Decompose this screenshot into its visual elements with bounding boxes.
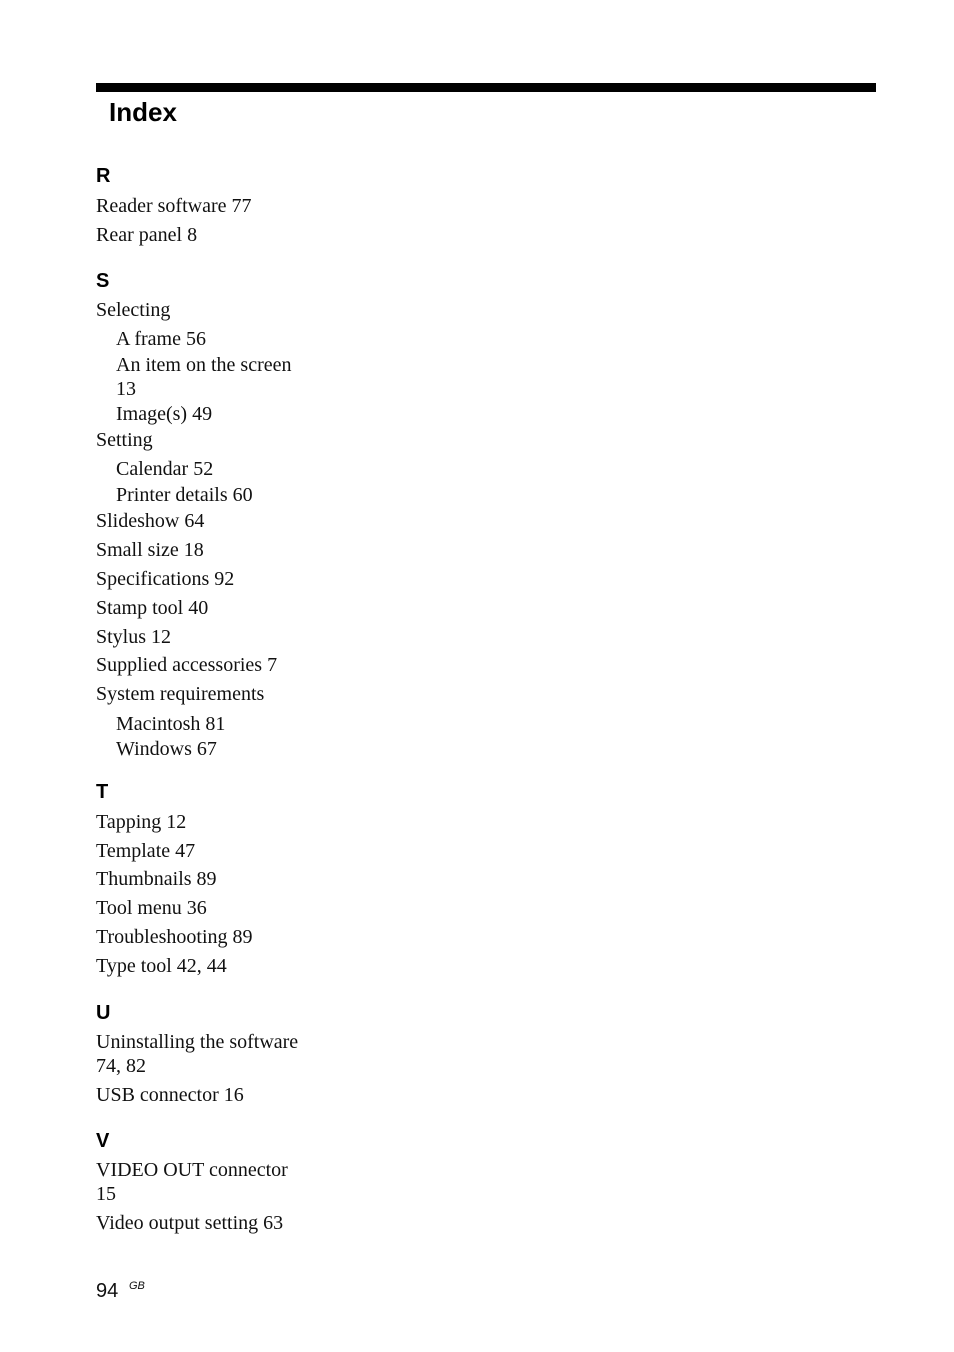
header-rule — [96, 83, 876, 92]
index-entry: Rear panel 8 — [96, 224, 198, 246]
page-number: 94 — [96, 1280, 119, 1302]
index-subentry: Printer details 60 — [116, 484, 253, 506]
index-entry: Specifications 92 — [96, 568, 235, 590]
index-subentry: An item on the screen — [116, 354, 292, 376]
index-subentry: Image(s) 49 — [116, 403, 213, 425]
index-entry: Reader software 77 — [96, 195, 252, 217]
index-entry: Uninstalling the software — [96, 1031, 299, 1053]
index-entry-continued: 15 — [96, 1183, 116, 1205]
index-entry: Supplied accessories 7 — [96, 654, 278, 676]
index-entry: Small size 18 — [96, 539, 204, 561]
section-letter-s: S — [96, 270, 110, 292]
index-entry: Tapping 12 — [96, 811, 187, 833]
section-letter-r: R — [96, 165, 111, 187]
index-entry: Template 47 — [96, 840, 196, 862]
index-entry: Tool menu 36 — [96, 897, 207, 919]
index-entry: Selecting — [96, 299, 171, 321]
index-entry: Type tool 42, 44 — [96, 955, 227, 977]
region-code: GB — [129, 1280, 145, 1292]
index-entry: Thumbnails 89 — [96, 868, 217, 890]
index-subentry: A frame 56 — [116, 328, 206, 350]
index-subentry-continued: 13 — [116, 378, 136, 400]
index-subentry: Calendar 52 — [116, 458, 214, 480]
index-entry: USB connector 16 — [96, 1084, 244, 1106]
section-letter-t: T — [96, 781, 109, 803]
index-entry: Slideshow 64 — [96, 510, 205, 532]
index-entry: Troubleshooting 89 — [96, 926, 253, 948]
index-entry: Stamp tool 40 — [96, 597, 209, 619]
index-entry: Stylus 12 — [96, 626, 172, 648]
page-title: Index — [109, 97, 177, 127]
section-letter-v: V — [96, 1130, 110, 1152]
index-entry-continued: 74, 82 — [96, 1055, 146, 1077]
index-entry: VIDEO OUT connector — [96, 1159, 288, 1181]
section-letter-u: U — [96, 1002, 111, 1024]
index-subentry: Macintosh 81 — [116, 713, 226, 735]
index-entry: Setting — [96, 429, 153, 451]
index-entry: System requirements — [96, 683, 265, 705]
index-entry: Video output setting 63 — [96, 1212, 284, 1234]
index-subentry: Windows 67 — [116, 738, 217, 760]
